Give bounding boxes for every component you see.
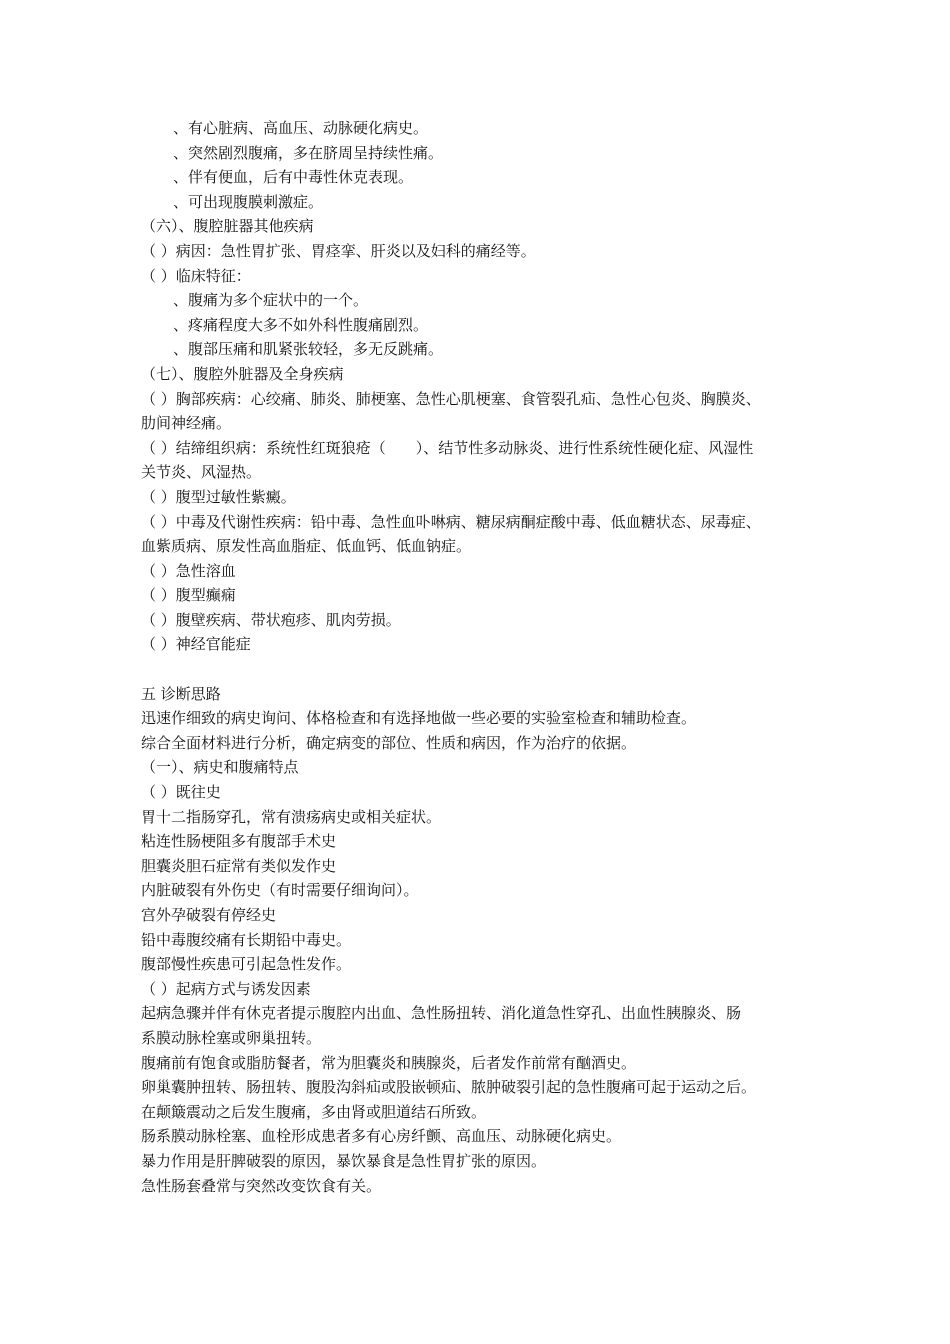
text-line: 内脏破裂有外伤史（有时需要仔细询问）。 [141, 881, 419, 900]
text-line: 急性肠套叠常与突然改变饮食有关。 [141, 1176, 382, 1195]
text-line: （ ）胸部疾病：心绞痛、肺炎、肺梗塞、急性心肌梗塞、食管裂孔疝、急性心包炎、胸膜炎、 [141, 389, 761, 408]
text-line: 、突然剧烈腹痛，多在脐周呈持续性痛。 [173, 143, 444, 162]
text-line: 肠系膜动脉栓塞、血栓形成患者多有心房纤颤、高血压、动脉硬化病史。 [141, 1127, 622, 1146]
text-line: （ ）急性溶血 [141, 561, 236, 580]
text-line: （ ）临床特征： [141, 266, 251, 285]
text-line: 在颠簸震动之后发生腹痛，多由肾或胆道结石所致。 [141, 1102, 487, 1121]
text-line: 、腹痛为多个症状中的一个。 [173, 291, 369, 310]
text-line: （ ）神经官能症 [141, 635, 251, 654]
text-line: 迅速作细致的病史询问、体格检查和有选择地做一些必要的实验室检查和辅助检查。 [141, 709, 697, 728]
text-line: （ ）结缔组织病：系统性红斑狼疮（ ）、结节性多动脉炎、进行性系统性硬化症、风湿性 [141, 438, 754, 457]
text-line: 胃十二指肠穿孔，常有溃疡病史或相关症状。 [141, 807, 442, 826]
text-line: 腹部慢性疾患可引起急性发作。 [141, 955, 352, 974]
text-line: 血紫质病、原发性高血脂症、低血钙、低血钠症。 [141, 537, 472, 556]
section-heading: （一）、病史和腹痛特点 [141, 758, 299, 777]
text-line: 、可出现腹膜刺激症。 [173, 192, 324, 211]
text-line: 粘连性肠梗阻多有腹部手术史 [141, 832, 337, 851]
text-line: （ ）病因：急性胃扩张、胃痉挛、肝炎以及妇科的痛经等。 [141, 241, 536, 260]
text-line: 铅中毒腹绞痛有长期铅中毒史。 [141, 930, 352, 949]
text-line: （ ）起病方式与诱发因素 [141, 979, 311, 998]
text-line: （ ）腹壁疾病、带状疱疹、肌肉劳损。 [141, 610, 401, 629]
blank-line [141, 657, 831, 682]
section-heading: （六）、腹腔脏器其他疾病 [141, 217, 314, 236]
section-heading: （七）、腹腔外脏器及全身疾病 [141, 364, 344, 383]
text-line: 肋间神经痛。 [141, 414, 232, 433]
text-line: 腹痛前有饱食或脂肪餐者，常为胆囊炎和胰腺炎，后者发作前常有酗酒史。 [141, 1053, 637, 1072]
text-line: 卵巢囊肿扭转、肠扭转、腹股沟斜疝或股嵌顿疝、脓肿破裂引起的急性腹痛可起于运动之后。 [141, 1078, 757, 1097]
text-line: 起病急骤并伴有休克者提示腹腔内出血、急性肠扭转、消化道急性穿孔、出血性胰腺炎、肠 [141, 1004, 742, 1023]
text-line: 系膜动脉栓塞或卵巢扭转。 [141, 1028, 322, 1047]
document-body [141, 116, 831, 1198]
text-line: 综合全面材料进行分析，确定病变的部位、性质和病因，作为治疗的依据。 [141, 733, 637, 752]
text-line: 、伴有便血，后有中毒性休克表现。 [173, 168, 414, 187]
text-line: 、疼痛程度大多不如外科性腹痛剧烈。 [173, 315, 429, 334]
text-line: （ ）中毒及代谢性疾病：铅中毒、急性血卟啉病、糖尿病酮症酸中毒、低血糖状态、尿毒症、 [141, 512, 761, 531]
text-line: 、有心脏病、高血压、动脉硬化病史。 [173, 119, 429, 137]
chapter-heading: 五 诊断思路 [141, 684, 221, 703]
text-line: 、腹部压痛和肌紧张较轻，多无反跳痛。 [173, 340, 444, 359]
text-line: 暴力作用是肝脾破裂的原因，暴饮暴食是急性胃扩张的原因。 [141, 1151, 547, 1170]
text-line: 胆囊炎胆石症常有类似发作史 [141, 856, 337, 875]
text-line: 关节炎、风湿热。 [141, 463, 262, 482]
text-line: 宫外孕破裂有停经史 [141, 906, 277, 924]
text-line: （ ）既往史 [141, 783, 221, 802]
text-line: （ ）腹型癫痫 [141, 586, 236, 605]
text-line: （ ）腹型过敏性紫癜。 [141, 487, 296, 506]
